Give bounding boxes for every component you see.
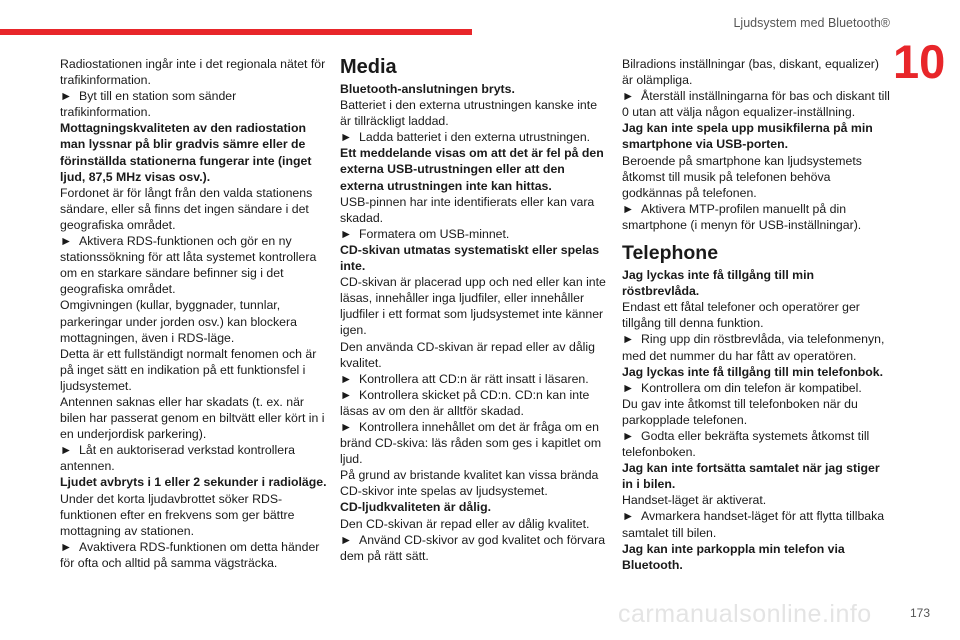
body-paragraph: CD-skivan är placerad upp och ned eller kan inte läsas, innehåller inga ljudfiler, eller innehåller ljudfiler i ett format som ljudsystemet inte känner igen. bbox=[340, 275, 606, 338]
body-paragraph: Omgivningen (kullar, byggnader, tunnlar, parkeringar under jorden osv.) kan blockera mottagningen, även i RDS-läge. bbox=[60, 298, 297, 345]
section-heading-telephone: Telephone bbox=[622, 242, 719, 265]
column-telephone bbox=[622, 56, 892, 573]
column-radio bbox=[60, 56, 330, 571]
instruction-step: ► Kontrollera om din telefon är kompatibel. bbox=[622, 380, 892, 396]
body-paragraph: Handset-läget är aktiverat. bbox=[622, 493, 767, 508]
body-paragraph: Endast ett fåtal telefoner och operatörer ger tillgång till denna funktion. bbox=[622, 300, 860, 331]
body-paragraph: Fordonet är för långt från den valda stationens sändare, eller så finns det ingen sändare i det geografiska området. bbox=[60, 185, 313, 232]
question-heading: Jag lyckas inte få tillgång till min telefonbok. bbox=[622, 364, 884, 379]
body-paragraph: Du gav inte åtkomst till telefonboken när du parkopplade telefonen. bbox=[622, 396, 858, 427]
instruction-step: ► Kontrollera skicket på CD:n. CD:n kan inte läsas av om den är alltför skadad. bbox=[340, 387, 608, 419]
instruction-step: ► Använd CD-skivor av god kvalitet och förvara dem på rätt sätt. bbox=[340, 532, 608, 564]
instruction-step: ► Godta eller bekräfta systemets åtkomst till telefonboken. bbox=[622, 428, 892, 460]
instruction-step: ► Avmarkera handset-läget för att flytta tillbaka samtalet till bilen. bbox=[622, 508, 892, 540]
body-paragraph: Bilradions inställningar (bas, diskant, equalizer) är olämpliga. bbox=[622, 57, 879, 88]
question-heading: Jag kan inte fortsätta samtalet när jag stiger in i bilen. bbox=[622, 461, 880, 492]
question-heading: Jag lyckas inte få tillgång till min röstbrevlåda. bbox=[622, 268, 815, 299]
column-radio-body bbox=[60, 56, 330, 571]
body-paragraph: Antennen saknas eller har skadats (t. ex. när bilen har passerat genom en biltvätt eller kört in i en underjordisk parkering). bbox=[60, 394, 325, 442]
question-heading: CD-ljudkvaliteten är dålig. bbox=[340, 500, 492, 515]
column-media bbox=[340, 56, 608, 564]
body-paragraph: Den CD-skivan är repad eller av dålig kvalitet. bbox=[340, 516, 590, 531]
instruction-step: ► Aktivera RDS-funktionen och gör en ny stationssökning för att låta systemet kontrollera om en starkare sändare befinner sig i det geografiska området. bbox=[60, 233, 330, 297]
column-settings-body bbox=[622, 56, 892, 233]
question-heading: Bluetooth-anslutningen bryts. bbox=[340, 82, 515, 96]
chapter-number: 10 bbox=[893, 35, 946, 88]
instruction-step: ► Kontrollera innehållet om det är fråga om en bränd CD-skiva: läs råden som ges i kapitlet om ljud. bbox=[340, 419, 608, 467]
page-number: 173 bbox=[909, 606, 930, 620]
body-paragraph: Radiostationen ingår inte i det regionala nätet för trafikinformation. bbox=[60, 57, 326, 88]
question-heading: Jag kan inte spela upp musikfilerna på min smartphone via USB-porten. bbox=[622, 121, 873, 152]
header-accent-bar bbox=[0, 29, 472, 35]
instruction-step: ► Kontrollera att CD:n är rätt insatt i läsaren. bbox=[340, 371, 608, 387]
instruction-step: ► Byt till en station som sänder trafikinformation. bbox=[60, 88, 330, 120]
body-paragraph: Under det korta ljudavbrottet söker RDS-funktionen efter en frekvens som ger bättre mottagning av stationen. bbox=[60, 491, 295, 538]
column-media-body bbox=[340, 81, 608, 564]
instruction-step: ► Återställ inställningarna för bas och diskant till 0 utan att välja någon equalizer-inställning. bbox=[622, 88, 892, 120]
instruction-step: ► Formatera om USB-minnet. bbox=[340, 226, 608, 242]
question-heading: Jag kan inte parkoppla min telefon via Bluetooth. bbox=[622, 541, 845, 572]
instruction-step: ► Ring upp din röstbrevlåda, via telefonmenyn, med det nummer du har fått av operatören. bbox=[622, 331, 892, 363]
body-paragraph: USB-pinnen har inte identifierats eller kan vara skadad. bbox=[340, 194, 595, 225]
instruction-step: ► Avaktivera RDS-funktionen om detta händer för ofta och alltid på samma vägsträcka. bbox=[60, 539, 330, 571]
body-paragraph: Batteriet i den externa utrustningen kanske inte är tillräckligt laddad. bbox=[340, 98, 598, 129]
section-heading-media: Media bbox=[340, 56, 397, 78]
body-paragraph: Den använda CD-skivan är repad eller av dålig kvalitet. bbox=[340, 339, 595, 370]
question-heading: Ljudet avbryts i 1 eller 2 sekunder i radioläge. bbox=[60, 475, 327, 490]
instruction-step: ► Låt en auktoriserad verkstad kontrollera antennen. bbox=[60, 442, 330, 474]
header-title: Ljudsystem med Bluetooth® bbox=[733, 16, 890, 30]
body-paragraph: På grund av bristande kvalitet kan vissa brända CD-skivor inte spelas av ljudsystemet. bbox=[340, 468, 599, 499]
question-heading: Mottagningskvaliteten av den radiostation man lyssnar på blir gradvis sämre eller de förinställda stationerna fungerar inte (inget ljud, 87,5 MHz visas osv.). bbox=[60, 121, 312, 184]
question-heading: Ett meddelande visas om att det är fel på den externa USB-utrustningen eller att den externa utrustningen inte kan hittas. bbox=[340, 146, 604, 193]
body-paragraph: Beroende på smartphone kan ljudsystemets åtkomst till musik på telefonen behöva godkännas på telefonen. bbox=[622, 153, 862, 200]
instruction-step: ► Aktivera MTP-profilen manuellt på din smartphone (i menyn för USB-inställningar). bbox=[622, 201, 892, 233]
column-telephone-body bbox=[622, 267, 892, 573]
instruction-step: ► Ladda batteriet i den externa utrustningen. bbox=[340, 129, 608, 145]
watermark: carmanualsonline.info bbox=[618, 600, 872, 628]
body-paragraph: Detta är ett fullständigt normalt fenomen och är på inget sätt en indikation på ett funktionsfel i ljudsystemet. bbox=[60, 346, 317, 393]
question-heading: CD-skivan utmatas systematiskt eller spelas inte. bbox=[340, 242, 600, 274]
